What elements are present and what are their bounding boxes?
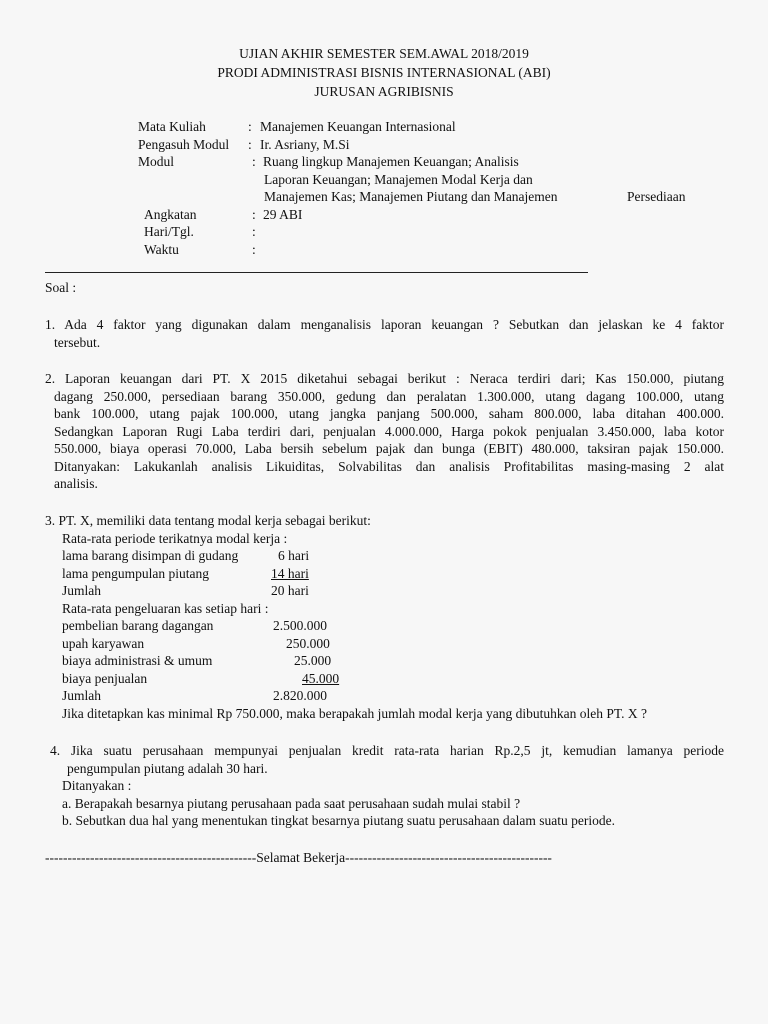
angkatan-value: 29 ABI bbox=[263, 206, 303, 222]
question-1 bbox=[45, 316, 724, 351]
hari-label: Hari/Tgl. bbox=[144, 224, 194, 239]
q3-kas-row bbox=[45, 670, 735, 688]
pengasuh-value: Ir. Asriany, M.Si bbox=[260, 136, 350, 152]
q2-line-6: Ditanyakan: Lakukanlah analisis Likuiditas, Solvabilitas dan analisis Profitabilitas masing-masing 2 alat bbox=[54, 458, 724, 474]
q3-periode-label: Jumlah bbox=[62, 583, 101, 598]
q3-kas-label: biaya penjualan bbox=[62, 670, 148, 686]
colon: : bbox=[252, 224, 256, 239]
modul-label: Modul bbox=[138, 154, 175, 169]
q4-line-1: 4. Jika suatu perusahaan mempunyai penjualan kredit rata-rata harian Rp.2,5 jt, kemudian lamanya periode bbox=[50, 743, 724, 758]
q2-line-2: dagang 250.000, persediaan barang 350.000, gedung dan peralatan 1.300.000, utang dagang 100.000, utang bbox=[54, 388, 724, 404]
q3-kas-label: pembelian barang dagangan bbox=[62, 618, 214, 633]
q3-question: Jika ditetapkan kas minimal Rp 750.000, maka berapakah jumlah modal kerja yang dibutuhkan oleh PT. X ? bbox=[62, 705, 647, 721]
q2-line-5: 550.000, biaya operasi 70.000, Laba bersih sebelum pajak dan bunga (EBIT) 480.000, taksiran pajak 150.000. bbox=[54, 441, 724, 456]
q3-kas-value: 250.000 bbox=[286, 635, 330, 651]
modul-line-3-tail: Persediaan bbox=[627, 189, 686, 204]
q3-kas-value: 2.820.000 bbox=[273, 688, 327, 703]
modul-line-2: Laporan Keuangan; Manajemen Modal Kerja dan bbox=[264, 171, 533, 187]
q3-kas-row bbox=[45, 687, 735, 705]
q4-part-a: a. Berapakah besarnya piutang perusahaan pada saat perusahaan sudah mulai stabil ? bbox=[62, 795, 521, 811]
exam-header bbox=[0, 44, 768, 101]
q3-periode-value: 20 hari bbox=[271, 583, 309, 598]
q3-kas-row bbox=[45, 617, 735, 635]
colon: : bbox=[248, 136, 252, 152]
modul-line-1: Ruang lingkup Manajemen Keuangan; Analisis bbox=[263, 154, 519, 169]
mata-kuliah-label: Mata Kuliah bbox=[138, 119, 206, 134]
header-divider bbox=[45, 272, 588, 273]
q2-line-7: analisis. bbox=[54, 476, 98, 491]
q2-line-3: bank 100.000, utang pajak 100.000, utang jangka panjang 500.000, saham 800.000, laba ditahan 400.000. bbox=[54, 406, 724, 421]
soal-label: Soal : bbox=[45, 280, 77, 295]
q3-periode-label: lama barang disimpan di gudang bbox=[62, 548, 239, 563]
q3-kas-row bbox=[45, 652, 735, 670]
q3-periode-row bbox=[45, 565, 735, 583]
header-line-1: UJIAN AKHIR SEMESTER SEM.AWAL 2018/2019 bbox=[239, 46, 529, 61]
q4-ditanyakan: Ditanyakan : bbox=[62, 778, 132, 793]
angkatan-label: Angkatan bbox=[144, 206, 197, 222]
q3-kas-value: 45.000 bbox=[302, 670, 340, 686]
q3-kas-label: biaya administrasi & umum bbox=[62, 653, 213, 668]
q3-periode-label: lama pengumpulan piutang bbox=[62, 565, 209, 581]
question-3 bbox=[45, 512, 735, 722]
header-line-2: PRODI ADMINISTRASI BISNIS INTERNASIONAL (ABI) bbox=[217, 65, 551, 80]
pengasuh-label: Pengasuh Modul bbox=[138, 136, 230, 152]
q3-kas-label: Jumlah bbox=[62, 688, 101, 703]
q3-intro: 3. PT. X, memiliki data tentang modal kerja sebagai berikut: bbox=[45, 513, 371, 528]
q3-periode-row bbox=[45, 547, 735, 565]
q1-line-1: 1. Ada 4 faktor yang digunakan dalam menganalisis laporan keuangan ? Sebutkan dan jelaskan ke 4 faktor bbox=[45, 317, 724, 332]
colon: : bbox=[248, 119, 252, 134]
modul-line-3: Manajemen Kas; Manajemen Piutang dan Manajemen bbox=[264, 189, 558, 204]
q2-line-1: 2. Laporan keuangan dari PT. X 2015 diketahui sebagai berikut : Neraca terdiri dari; Kas 150.000, piutang bbox=[45, 371, 724, 386]
mata-kuliah-value: Manajemen Keuangan Internasional bbox=[260, 119, 456, 134]
colon: : bbox=[252, 206, 256, 222]
q3-kas-heading: Rata-rata pengeluaran kas setiap hari : bbox=[62, 600, 269, 616]
q3-kas-value: 25.000 bbox=[294, 653, 332, 668]
q1-line-2: tersebut. bbox=[54, 334, 101, 350]
q2-line-4: Sedangkan Laporan Rugi Laba terdiri dari, penjualan 4.000.000, Harga pokok penjualan 3.450.000, laba kotor bbox=[54, 423, 724, 439]
q3-kas-row bbox=[45, 635, 735, 653]
question-4 bbox=[50, 742, 724, 830]
colon: : bbox=[252, 241, 256, 257]
colon: : bbox=[252, 154, 256, 169]
q3-periode-heading: Rata-rata periode terikatnya modal kerja : bbox=[62, 530, 288, 546]
q3-periode-row bbox=[45, 582, 735, 600]
waktu-label: Waktu bbox=[144, 241, 179, 257]
q4-part-b: b. Sebutkan dua hal yang menentukan tingkat besarnya piutang suatu perusahaan dalam suatu periode. bbox=[62, 813, 615, 828]
header-line-3: JURUSAN AGRIBISNIS bbox=[314, 84, 454, 99]
q3-kas-label: upah karyawan bbox=[62, 635, 145, 651]
question-2 bbox=[45, 370, 724, 493]
q3-periode-value: 6 hari bbox=[278, 548, 310, 563]
footer-closing: -----------------------------------------------Selamat Bekerja---------------------------------------------- bbox=[45, 850, 552, 865]
q3-periode-value: 14 hari bbox=[271, 565, 309, 581]
q3-kas-value: 2.500.000 bbox=[273, 618, 327, 633]
q4-line-2: pengumpulan piutang adalah 30 hari. bbox=[67, 760, 268, 776]
